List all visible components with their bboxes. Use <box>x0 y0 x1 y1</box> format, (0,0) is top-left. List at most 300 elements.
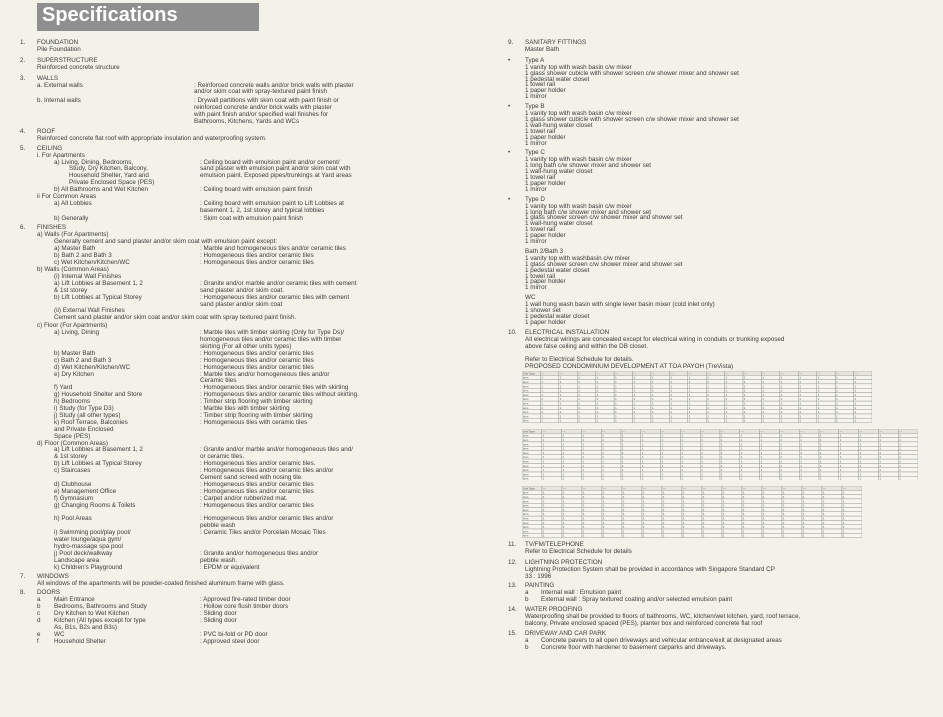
table-cell <box>651 414 669 418</box>
table-cell-text: — <box>721 429 724 434</box>
table-cell-text: 1 <box>641 446 644 451</box>
text: Waterproofing shall be provided to floors of bathrooms, WC, kitchen/wet kitchen, yard, roof terrace, <box>525 613 801 620</box>
section-number: 6. <box>20 223 26 231</box>
table-cell <box>662 521 682 525</box>
table-cell-text: 1 <box>615 418 617 423</box>
text: Bath 2/Bath 3 <box>525 247 564 255</box>
table-cell-text: 1 <box>542 437 545 442</box>
table-cell <box>819 446 839 450</box>
table-cell-text: 1 <box>603 490 605 495</box>
table-cell-text: 1 <box>854 401 857 406</box>
table-cell <box>562 442 582 446</box>
table-cell-text: — <box>688 371 692 376</box>
table-cell <box>854 401 872 405</box>
table-cell <box>742 534 762 538</box>
table-cell-text: item <box>523 476 529 481</box>
table-cell-text: 1 <box>743 499 745 504</box>
table-cell <box>835 414 853 418</box>
table-cell <box>614 384 632 388</box>
table-cell-text: 1 <box>854 375 857 380</box>
table-cell <box>602 508 622 512</box>
table-cell <box>782 534 802 538</box>
text: Lightning Protection System shall be provided in accordance with Singapore Standard CP <box>525 565 775 573</box>
text: 1 pedestal water closet <box>525 75 590 83</box>
text: c) Wet Kitchen/Kitchen/WC <box>54 259 130 267</box>
table-cell-text: 1 <box>663 495 665 500</box>
text: above false ceiling and within the DB closet. <box>525 342 648 350</box>
text: 1 wall-hung water closet <box>525 168 593 176</box>
table-cell-text: — <box>760 429 764 434</box>
table-cell <box>577 393 595 397</box>
table-cell <box>542 529 562 533</box>
table-cell-text: 1 <box>899 454 901 459</box>
table-cell <box>602 495 622 499</box>
table-cell <box>722 516 742 520</box>
table-cell <box>542 516 562 520</box>
table-cell <box>601 467 621 471</box>
table-cell <box>596 410 614 414</box>
table-cell <box>822 495 842 499</box>
text: : Carpet and/or rubberized mat. <box>200 494 288 502</box>
table-cell-text: 1 <box>633 380 636 385</box>
table-cell-text: 1 <box>663 521 665 526</box>
table-cell <box>602 525 622 529</box>
table-cell-text: 1 <box>763 508 765 513</box>
text: 1 mirror <box>525 185 547 193</box>
table-cell <box>582 495 602 499</box>
table-cell <box>859 437 879 441</box>
table-cell <box>740 450 760 454</box>
table-cell-text: 1 <box>760 463 763 468</box>
text: : Marble and homogeneous tiles and/or ceramic tiles <box>200 245 346 253</box>
table-cell-text: 1 <box>578 392 580 397</box>
table-cell <box>540 375 558 379</box>
table-cell <box>682 516 702 520</box>
table-cell <box>682 499 702 503</box>
table-cell <box>602 512 622 516</box>
table-cell-text: 1 <box>780 384 783 389</box>
table-cell-text: 1 <box>562 454 565 459</box>
text: basement 1, 2, 1st storey and typical lobbies <box>200 206 325 214</box>
table-cell <box>602 491 622 495</box>
table-cell-text: 1 <box>740 437 743 442</box>
table-cell-text: 1 <box>623 508 625 513</box>
table-cell <box>898 454 918 458</box>
table-cell <box>817 414 835 418</box>
table-cell-text: 1 <box>633 405 636 410</box>
text: and Private Enclosed <box>54 425 114 433</box>
table-cell <box>779 476 799 480</box>
text: sand plaster and/or skim coat <box>200 300 283 308</box>
table-cell <box>542 437 562 441</box>
text: d <box>37 617 41 624</box>
text: 1 towel rail <box>525 226 556 234</box>
text: 1 vanity top with wash basin c/w mixer <box>525 63 632 71</box>
table-cell <box>761 410 779 414</box>
table-cell-text: 1 <box>596 392 599 397</box>
table-cell <box>782 508 802 512</box>
table-cell-text: 1 <box>817 380 820 385</box>
table-cell-text: 1 <box>823 508 825 513</box>
table-cell-text: 1 <box>663 490 665 495</box>
table-cell <box>780 418 798 422</box>
table-cell <box>621 476 641 480</box>
table-cell <box>802 508 822 512</box>
table-cell-text: — <box>817 371 821 376</box>
table-cell-text: item <box>523 454 529 459</box>
table-cell <box>854 405 872 409</box>
table-cell-text: 1 <box>615 414 617 419</box>
table-cell-text: 1 <box>681 437 683 442</box>
table-cell <box>854 375 872 379</box>
table-cell-text: 1 <box>800 441 802 446</box>
table-cell <box>682 512 702 516</box>
table-cell <box>702 521 722 525</box>
table-cell <box>819 472 839 476</box>
table-cell <box>602 516 622 520</box>
table-cell-text: 1 <box>683 512 685 517</box>
table-cell <box>662 525 682 529</box>
table-cell <box>633 384 651 388</box>
table-cell-text: 1 <box>799 401 801 406</box>
table-cell <box>559 418 577 422</box>
text: • <box>508 149 511 157</box>
table-cell-text: 1 <box>744 397 746 402</box>
table-cell-text: 1 <box>899 433 901 438</box>
text: Household Shelter <box>54 637 106 645</box>
table-cell-text: 1 <box>780 454 782 459</box>
text: a <box>525 589 529 597</box>
table-cell-text: 1 <box>859 463 862 468</box>
table-cell-text: 1 <box>899 476 901 481</box>
text: 1 towel rail <box>525 272 556 280</box>
table-cell <box>700 454 720 458</box>
table-cell <box>633 388 651 392</box>
table-cell <box>602 503 622 507</box>
table-cell <box>577 380 595 384</box>
table-cell <box>642 491 662 495</box>
table-cell-text: 1 <box>582 450 584 455</box>
text: b) Lift Lobbies at Typical Storey <box>54 460 142 468</box>
table-cell-text: 1 <box>783 495 785 500</box>
table-cell <box>835 418 853 422</box>
table-cell <box>641 472 661 476</box>
table-cell <box>602 529 622 533</box>
table-cell-text: item <box>523 441 529 446</box>
table-cell <box>799 463 819 467</box>
table-cell-text: 1 <box>783 499 785 504</box>
table-cell-text: item <box>523 433 529 438</box>
table-cell-text: 1 <box>701 433 703 438</box>
table-cell <box>642 534 662 538</box>
table-cell <box>822 508 842 512</box>
table-cell <box>779 446 799 450</box>
table-cell-text: 1 <box>799 414 801 419</box>
table-cell <box>817 380 835 384</box>
text: 1 pedestal water closet <box>525 312 590 320</box>
table-cell <box>688 397 706 401</box>
text: a) Lift Lobbies at Basement 1, 2 <box>54 446 143 454</box>
table-cell-text: 1 <box>703 508 705 513</box>
table-cell-text: 1 <box>763 499 765 504</box>
table-cell-text: 1 <box>760 450 763 455</box>
text: 1 mirror <box>525 238 547 245</box>
table-cell-text: — <box>723 486 726 491</box>
section-number: 4. <box>20 127 26 135</box>
text: b) Lift Lobbies at Typical Storey <box>54 293 142 301</box>
text: e <box>37 630 41 638</box>
table-cell-text: 1 <box>799 384 801 389</box>
table-cell-text: 1 <box>542 472 545 477</box>
table-cell-text: 1 <box>670 410 672 415</box>
text: with paint finish and/or specified wall finishes for <box>194 111 329 119</box>
text: b) Walls (Common Areas) <box>37 266 109 273</box>
table-cell <box>780 414 798 418</box>
table-cell-text: 1 <box>701 459 703 464</box>
table-cell <box>740 446 760 450</box>
table-cell-text: 1 <box>602 441 604 446</box>
table-cell-text: 1 <box>596 380 599 385</box>
table-cell-text: 1 <box>721 454 723 459</box>
table-cell <box>835 397 853 401</box>
text: 1 mirror <box>525 93 547 101</box>
table-cell <box>743 397 761 401</box>
table-cell <box>540 384 558 388</box>
table-cell-text: 1 <box>681 463 683 468</box>
table-cell <box>682 495 702 499</box>
table-cell <box>740 476 760 480</box>
table-cell-text: 1 <box>651 375 654 380</box>
text: : Ceiling board with emulsion paint to Lift Lobbies at <box>200 199 344 207</box>
table-cell-text: 1 <box>683 490 685 495</box>
table-cell <box>688 405 706 409</box>
table-cell <box>559 410 577 414</box>
table-cell-text: 1 <box>803 521 805 526</box>
text: Master Bath <box>525 45 559 53</box>
table-cell <box>720 450 740 454</box>
table-cell <box>798 418 816 422</box>
table-cell <box>542 521 562 525</box>
table-cell <box>680 467 700 471</box>
table-cell <box>540 388 558 392</box>
table-cell-text: 1 <box>707 410 709 415</box>
text: All windows of the apartments will be powder-coated finished aluminum frame with glass. <box>37 579 285 587</box>
table-cell-text: 1 <box>879 459 881 464</box>
table-cell <box>621 459 641 463</box>
text: 1 shower set <box>525 307 561 314</box>
table-cell-text: item <box>523 495 529 500</box>
text: Bathrooms, Kitchens, Yards and WCs <box>194 118 300 125</box>
table-cell <box>839 454 859 458</box>
table-cell <box>581 450 601 454</box>
table-cell-text: 1 <box>803 533 805 538</box>
text: k) Children's Playground <box>54 563 123 571</box>
table-cell-text: — <box>823 486 826 491</box>
table-cell-text: 1 <box>633 392 636 397</box>
table-cell-text: 1 <box>683 495 685 500</box>
table-cell-text: 1 <box>859 441 862 446</box>
table-cell-text: — <box>562 429 566 434</box>
table-cell <box>822 499 842 503</box>
table-cell-text: 1 <box>563 495 565 500</box>
table-cell <box>817 405 835 409</box>
electrical-installation-heading: ELECTRICAL INSTALLATION <box>525 328 610 336</box>
table-cell-text: 1 <box>688 418 691 423</box>
text: Type C <box>525 149 545 157</box>
table-cell-text: 1 <box>780 433 782 438</box>
table-cell-text: 1 <box>542 467 545 472</box>
table-cell <box>898 450 918 454</box>
table-cell <box>798 384 816 388</box>
table-cell-text: 1 <box>623 529 625 534</box>
table-cell-text: 1 <box>701 446 703 451</box>
table-cell <box>651 393 669 397</box>
table-cell <box>779 454 799 458</box>
table-cell-text: 1 <box>879 437 881 442</box>
text: reinforced concrete and/or brick walls with plaster <box>194 104 332 112</box>
table-cell-text: 1 <box>743 508 745 513</box>
table-cell-text: 1 <box>663 516 665 521</box>
table-cell <box>898 472 918 476</box>
text: i) Study (for Type D3) <box>54 405 114 412</box>
text: b) All Bathrooms and Wet Kitchen <box>54 186 149 194</box>
text: 1 mirror <box>525 284 547 292</box>
table-cell-text: 1 <box>740 463 743 468</box>
table-cell-text: 1 <box>823 525 825 530</box>
table-cell-text: 1 <box>843 503 845 508</box>
section-number: 5. <box>20 144 26 152</box>
table-cell-text: 1 <box>582 437 584 442</box>
table-cell <box>839 467 859 471</box>
table-cell-text: 1 <box>823 521 825 526</box>
table-cell <box>798 380 816 384</box>
table-cell <box>761 380 779 384</box>
table-cell-text: 1 <box>723 521 725 526</box>
table-cell <box>700 463 720 467</box>
table-cell-text: 1 <box>744 410 746 415</box>
table-cell-text: item <box>523 463 529 468</box>
text: Refer to Electrical Schedule for details <box>525 547 632 555</box>
table-cell <box>817 393 835 397</box>
table-cell-text: item <box>523 459 529 464</box>
table-cell-text: 1 <box>744 414 746 419</box>
table-cell-text: 1 <box>543 503 545 508</box>
table-cell <box>669 401 687 405</box>
table-cell <box>614 414 632 418</box>
table-cell <box>799 450 819 454</box>
table-cell-text: — <box>596 371 600 376</box>
table-cell <box>540 414 558 418</box>
text: : Timber strip flooring with timber skirting <box>200 398 313 406</box>
table-cell-text: 1 <box>701 476 703 481</box>
table-cell <box>562 512 582 516</box>
table-cell-text: 1 <box>899 450 901 455</box>
table-cell-text: 1 <box>623 490 625 495</box>
table-cell-text: 1 <box>854 392 857 397</box>
table-cell-text: 1 <box>762 410 765 415</box>
table-cell <box>898 463 918 467</box>
lightning-protection-heading: LIGHTNING PROTECTION <box>525 558 603 566</box>
table-cell-text: 1 <box>743 533 745 538</box>
table-cell <box>621 446 641 450</box>
table-cell-text: — <box>707 371 711 376</box>
table-cell <box>614 380 632 384</box>
table-cell-text: 1 <box>760 446 763 451</box>
text: Landscape area <box>54 556 100 564</box>
table-cell-text: item <box>523 410 529 415</box>
table-cell-text: 1 <box>725 405 728 410</box>
text: 1 wall-hung water closet <box>525 121 593 129</box>
table-cell-text: item <box>523 499 529 504</box>
table-cell-text: 1 <box>543 508 545 513</box>
table-cell <box>819 467 839 471</box>
table-cell-text: item <box>523 446 529 451</box>
table-cell-text: — <box>899 429 902 434</box>
table-cell-text: 1 <box>843 495 845 500</box>
text: 1 glass shower cubicle with shower screen c/w shower mixer and shower set <box>525 69 739 77</box>
table-cell-text: 1 <box>541 418 543 423</box>
table-cell <box>562 472 582 476</box>
table-cell <box>798 388 816 392</box>
table-cell <box>761 414 779 418</box>
table-cell <box>839 446 859 450</box>
table-cell-text: 1 <box>615 405 617 410</box>
text: Type B <box>525 103 545 111</box>
table-cell-text: item <box>523 405 529 410</box>
table-cell <box>760 446 780 450</box>
text: skirting (For all other units types) <box>200 342 292 350</box>
table-cell-text: 1 <box>707 392 709 397</box>
table-cell-text: 1 <box>820 454 822 459</box>
table-cell <box>540 380 558 384</box>
table-cell <box>651 375 669 379</box>
table-cell-text: 1 <box>562 467 565 472</box>
table-cell-text: 1 <box>603 529 605 534</box>
section-number: 14. <box>508 606 517 614</box>
table-cell-text: — <box>603 486 606 491</box>
table-cell <box>651 410 669 414</box>
section-number: 9. <box>508 39 514 46</box>
table-cell-text: 1 <box>803 508 805 513</box>
roof-heading: ROOF <box>37 127 56 135</box>
table-cell-text: 1 <box>651 414 654 419</box>
table-cell-text: 1 <box>843 533 845 538</box>
section-number: 10. <box>508 328 517 336</box>
table-cell <box>680 450 700 454</box>
text: b <box>37 603 41 611</box>
table-cell <box>706 405 724 409</box>
table-cell-text: 1 <box>723 508 725 513</box>
table-cell <box>706 375 724 379</box>
table-cell-text: 1 <box>562 446 565 451</box>
table-cell-text: 1 <box>820 472 822 477</box>
section-number: 1. <box>20 39 26 46</box>
table-cell-text: 1 <box>780 418 783 423</box>
table-cell <box>859 472 879 476</box>
text: • <box>508 103 511 111</box>
table-cell-text: 1 <box>820 433 822 438</box>
table-cell-text: — <box>701 429 704 434</box>
table-cell-text: 1 <box>622 450 624 455</box>
table-cell <box>780 380 798 384</box>
table-cell-text: 1 <box>582 433 584 438</box>
table-cell <box>859 476 879 480</box>
table-cell <box>542 534 562 538</box>
table-cell-text: — <box>800 429 803 434</box>
table-cell <box>722 503 742 507</box>
table-cell <box>577 384 595 388</box>
text: Cement sand plaster and/or skim coat and/or skim coat with spray textured paint finish. <box>54 314 297 322</box>
